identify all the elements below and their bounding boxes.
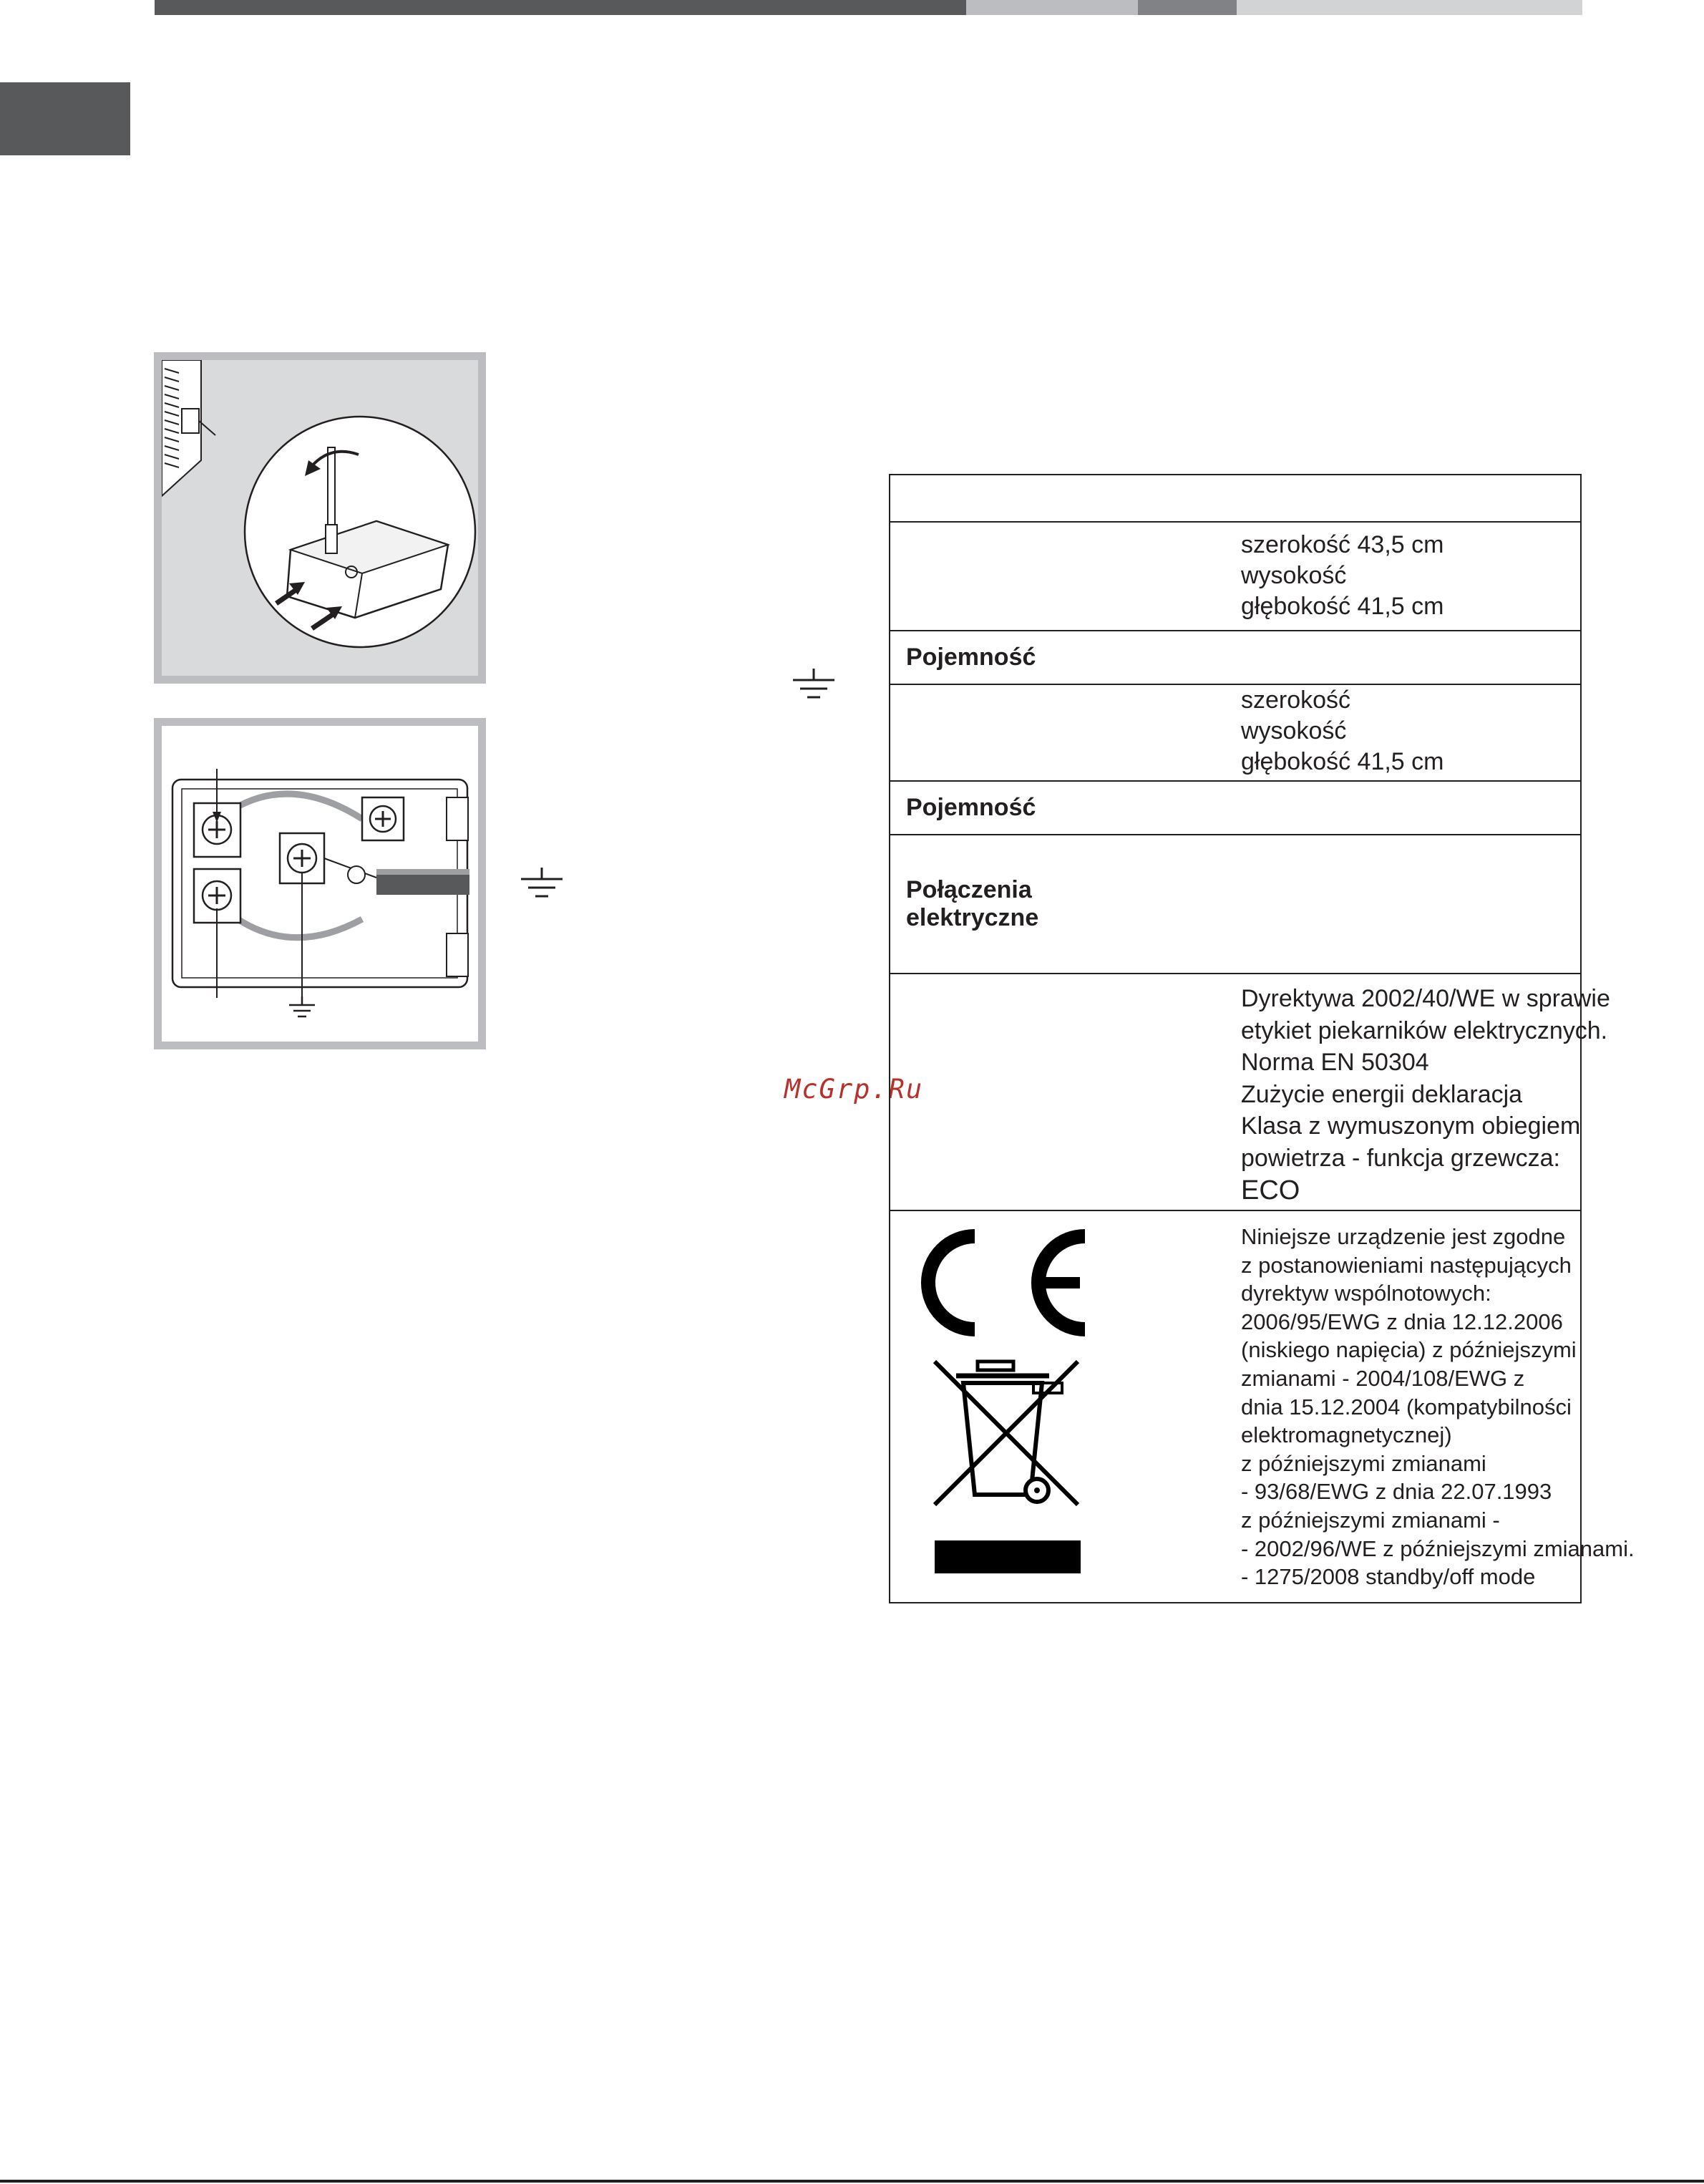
energy-label bbox=[890, 974, 1235, 1210]
energy-class-eco: ECO bbox=[1241, 1175, 1300, 1205]
language-tab bbox=[0, 82, 130, 155]
conformity-line: z późniejszymi zmianami bbox=[1241, 1450, 1486, 1476]
header-bar-dark bbox=[155, 0, 966, 15]
energy-line: etykiet piekarników elektrycznych. bbox=[1241, 1016, 1608, 1044]
height-line: wysokość bbox=[1241, 717, 1347, 744]
width-line: szerokość 43,5 cm bbox=[1241, 531, 1444, 558]
conformity-line: dnia 15.12.2004 (kompatybilności bbox=[1241, 1394, 1572, 1419]
energy-line: Zużycie energii deklaracja bbox=[1241, 1080, 1523, 1108]
conformity-line: Niniejsze urządzenie jest zgodne bbox=[1241, 1224, 1566, 1249]
terminal-block-figure bbox=[154, 718, 486, 1049]
conformity-line: - 2002/96/WE z późniejszymi zmianami. bbox=[1241, 1535, 1635, 1561]
drawer-dimensions-label bbox=[890, 684, 1235, 781]
conformity-line: z postanowieniami następujących bbox=[1241, 1252, 1572, 1278]
conformity-row bbox=[890, 1210, 1581, 1603]
crossed-bin-icon bbox=[890, 1354, 1148, 1583]
conformity-line: - 1275/2008 standby/off mode bbox=[1241, 1564, 1536, 1590]
electrical-label-line-2: elektryczne bbox=[906, 904, 1039, 931]
ground-icon bbox=[792, 667, 836, 703]
drawer-dimensions-row bbox=[890, 684, 1581, 781]
capacity-row-2 bbox=[890, 781, 1581, 835]
depth-line: głębokość 41,5 cm bbox=[1241, 748, 1444, 775]
conformity-line: elektromagnetycznej) bbox=[1241, 1422, 1452, 1448]
ground-icon bbox=[520, 866, 564, 902]
table-header bbox=[890, 475, 1581, 522]
footer-rule bbox=[0, 2180, 1704, 2183]
electrical-value bbox=[1235, 835, 1581, 974]
table-header-row bbox=[890, 475, 1581, 522]
capacity-value bbox=[1235, 631, 1581, 684]
header-bar-pale bbox=[1237, 0, 1582, 15]
width-line: szerokość bbox=[1241, 686, 1351, 714]
header-bar-mid bbox=[1138, 0, 1237, 15]
conformity-line: z późniejszymi zmianami - bbox=[1241, 1507, 1500, 1533]
electrical-connections-row bbox=[890, 835, 1581, 974]
conformity-line: - 93/68/EWG z dnia 22.07.1993 bbox=[1241, 1479, 1552, 1505]
energy-label-row bbox=[890, 974, 1581, 1210]
capacity-value bbox=[1235, 781, 1581, 835]
capacity-row bbox=[890, 631, 1581, 684]
height-line: wysokość bbox=[1241, 562, 1347, 589]
terminal-box-figure bbox=[154, 352, 486, 684]
ce-mark-icon bbox=[890, 1211, 1148, 1354]
conformity-line: dyrektyw wspólnotowych: bbox=[1241, 1281, 1491, 1306]
watermark: McGrp.Ru bbox=[784, 1074, 924, 1105]
energy-line: Klasa z wymuszonym obiegiem bbox=[1241, 1112, 1581, 1140]
conformity-line: zmianami - 2004/108/EWG z bbox=[1241, 1365, 1525, 1391]
technical-data-table bbox=[889, 474, 1635, 1603]
conformity-line: 2006/95/EWG z dnia 12.12.2006 bbox=[1241, 1309, 1563, 1334]
energy-line: Norma EN 50304 bbox=[1241, 1049, 1429, 1077]
energy-line: powietrza - funkcja grzewcza: bbox=[1241, 1144, 1560, 1172]
capacity-label: Pojemność bbox=[890, 631, 1235, 684]
oven-dimensions-label bbox=[890, 522, 1235, 631]
conformity-line: (niskiego napięcia) z późniejszymi bbox=[1241, 1337, 1577, 1363]
oven-dimensions-row bbox=[890, 522, 1581, 631]
header-bar-light bbox=[966, 0, 1138, 15]
energy-line: Dyrektywa 2002/40/WE w sprawie bbox=[1241, 985, 1610, 1012]
capacity-label: Pojemność bbox=[890, 781, 1235, 835]
depth-line: głębokość 41,5 cm bbox=[1241, 593, 1444, 620]
electrical-label-line-1: Połączenia bbox=[906, 876, 1032, 903]
